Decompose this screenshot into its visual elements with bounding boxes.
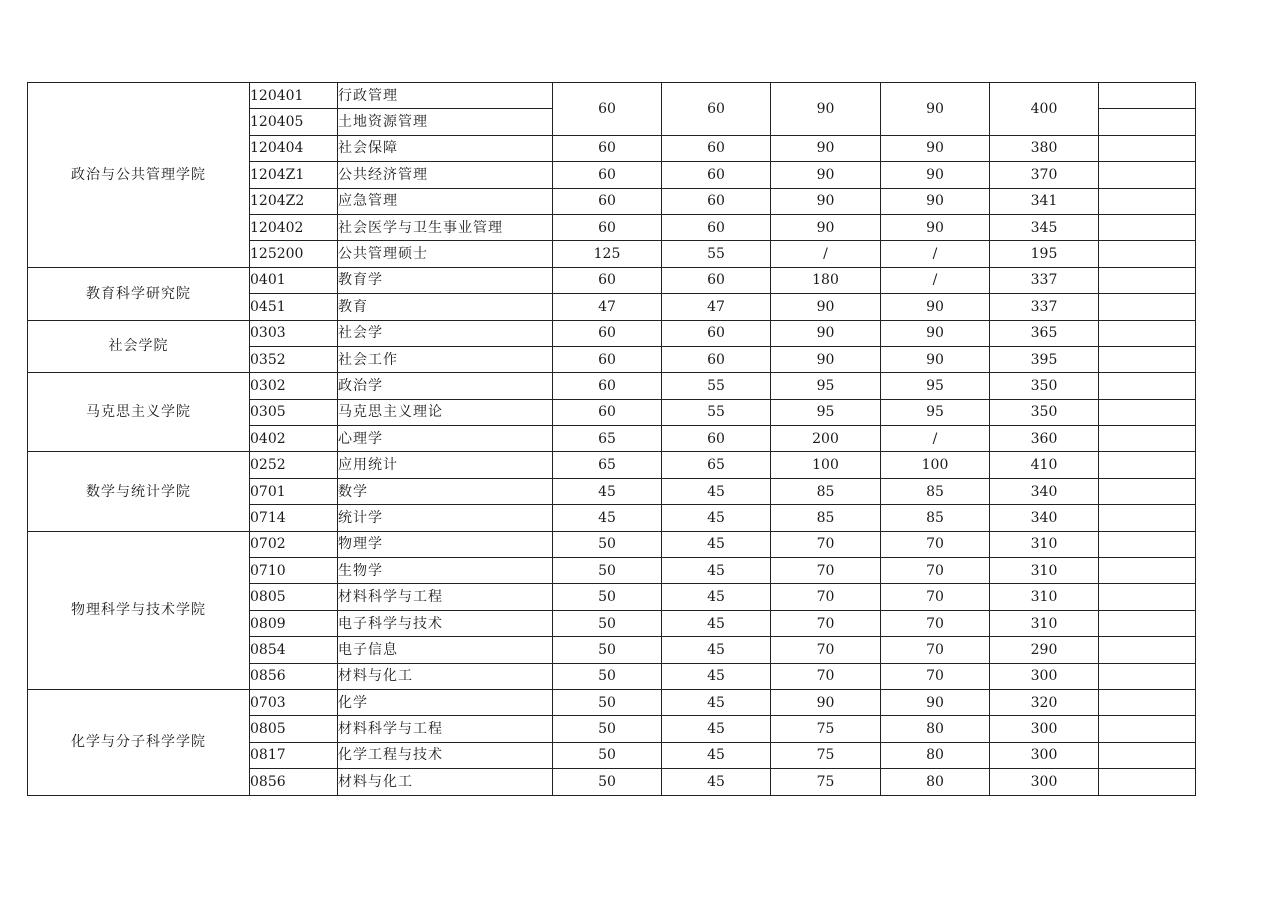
subject-one-score-cell: 70 [771, 610, 881, 636]
politics-score-cell: 50 [553, 663, 662, 689]
foreign-language-score-cell: 45 [662, 742, 771, 768]
subject-one-score-cell: 90 [771, 188, 881, 214]
table-row [28, 267, 1196, 293]
major-name-cell: 政治学 [338, 373, 553, 399]
subject-one-score-cell: 70 [771, 531, 881, 557]
major-code-cell: 0352 [250, 346, 338, 372]
subject-two-score-cell: / [881, 241, 990, 267]
subject-two-score-cell: 90 [881, 83, 990, 136]
foreign-language-score-cell: 45 [662, 610, 771, 636]
subject-two-score-cell: 90 [881, 188, 990, 214]
total-score-cell: 300 [990, 716, 1099, 742]
subject-one-score-cell: 95 [771, 373, 881, 399]
total-score-cell: 370 [990, 162, 1099, 188]
remarks-cell [1099, 531, 1196, 557]
major-name-cell: 教育学 [338, 267, 553, 293]
subject-two-score-cell: 95 [881, 399, 990, 425]
remarks-cell [1099, 241, 1196, 267]
major-code-cell: 1204Z1 [250, 162, 338, 188]
remarks-cell [1099, 689, 1196, 715]
remarks-cell [1099, 584, 1196, 610]
foreign-language-score-cell: 60 [662, 346, 771, 372]
major-code-cell: 0305 [250, 399, 338, 425]
politics-score-cell: 65 [553, 426, 662, 452]
politics-score-cell: 125 [553, 241, 662, 267]
subject-two-score-cell: 70 [881, 637, 990, 663]
politics-score-cell: 50 [553, 637, 662, 663]
subject-two-score-cell: / [881, 267, 990, 293]
subject-one-score-cell: 90 [771, 294, 881, 320]
major-name-cell: 材料与化工 [338, 769, 553, 795]
foreign-language-score-cell: 47 [662, 294, 771, 320]
foreign-language-score-cell: 45 [662, 558, 771, 584]
foreign-language-score-cell: 55 [662, 373, 771, 399]
major-code-cell: 0703 [250, 689, 338, 715]
subject-one-score-cell: 180 [771, 267, 881, 293]
subject-one-score-cell: 90 [771, 162, 881, 188]
major-name-cell: 数学 [338, 478, 553, 504]
subject-two-score-cell: 100 [881, 452, 990, 478]
major-code-cell: 0710 [250, 558, 338, 584]
subject-one-score-cell: 90 [771, 214, 881, 240]
college-name-cell: 社会学院 [28, 320, 250, 373]
foreign-language-score-cell: 60 [662, 162, 771, 188]
major-name-cell: 应用统计 [338, 452, 553, 478]
total-score-cell: 340 [990, 478, 1099, 504]
subject-two-score-cell: 90 [881, 294, 990, 320]
subject-two-score-cell: / [881, 426, 990, 452]
foreign-language-score-cell: 60 [662, 320, 771, 346]
total-score-cell: 195 [990, 241, 1099, 267]
subject-two-score-cell: 85 [881, 478, 990, 504]
major-code-cell: 120401 [250, 83, 338, 109]
table-row [28, 452, 1196, 478]
total-score-cell: 300 [990, 769, 1099, 795]
subject-one-score-cell: 70 [771, 558, 881, 584]
foreign-language-score-cell: 45 [662, 478, 771, 504]
politics-score-cell: 60 [553, 399, 662, 425]
remarks-cell [1099, 452, 1196, 478]
subject-one-score-cell: 75 [771, 716, 881, 742]
major-code-cell: 0303 [250, 320, 338, 346]
major-code-cell: 120402 [250, 214, 338, 240]
table-body [28, 83, 1196, 796]
subject-two-score-cell: 90 [881, 162, 990, 188]
foreign-language-score-cell: 45 [662, 769, 771, 795]
foreign-language-score-cell: 60 [662, 188, 771, 214]
total-score-cell: 395 [990, 346, 1099, 372]
remarks-cell [1099, 610, 1196, 636]
subject-two-score-cell: 85 [881, 505, 990, 531]
major-name-cell: 公共管理硕士 [338, 241, 553, 267]
total-score-cell: 320 [990, 689, 1099, 715]
remarks-cell [1099, 162, 1196, 188]
foreign-language-score-cell: 60 [662, 83, 771, 136]
college-name-cell: 马克思主义学院 [28, 373, 250, 452]
major-name-cell: 化学 [338, 689, 553, 715]
major-name-cell: 社会医学与卫生事业管理 [338, 214, 553, 240]
politics-score-cell: 50 [553, 584, 662, 610]
remarks-cell [1099, 214, 1196, 240]
subject-one-score-cell: 90 [771, 346, 881, 372]
major-name-cell: 社会保障 [338, 135, 553, 161]
total-score-cell: 380 [990, 135, 1099, 161]
foreign-language-score-cell: 60 [662, 267, 771, 293]
politics-score-cell: 45 [553, 478, 662, 504]
total-score-cell: 310 [990, 610, 1099, 636]
major-name-cell: 电子信息 [338, 637, 553, 663]
total-score-cell: 400 [990, 83, 1099, 136]
politics-score-cell: 50 [553, 531, 662, 557]
remarks-cell [1099, 663, 1196, 689]
total-score-cell: 365 [990, 320, 1099, 346]
major-code-cell: 0805 [250, 584, 338, 610]
subject-two-score-cell: 70 [881, 584, 990, 610]
foreign-language-score-cell: 55 [662, 399, 771, 425]
politics-score-cell: 60 [553, 373, 662, 399]
remarks-cell [1099, 135, 1196, 161]
college-name-cell: 数学与统计学院 [28, 452, 250, 531]
major-code-cell: 120404 [250, 135, 338, 161]
college-name-cell: 教育科学研究院 [28, 267, 250, 320]
major-name-cell: 生物学 [338, 558, 553, 584]
major-name-cell: 材料科学与工程 [338, 716, 553, 742]
subject-one-score-cell: 85 [771, 478, 881, 504]
subject-two-score-cell: 90 [881, 346, 990, 372]
foreign-language-score-cell: 55 [662, 241, 771, 267]
major-code-cell: 120405 [250, 109, 338, 135]
remarks-cell [1099, 716, 1196, 742]
major-code-cell: 0714 [250, 505, 338, 531]
remarks-cell [1099, 109, 1196, 135]
remarks-cell [1099, 188, 1196, 214]
remarks-cell [1099, 478, 1196, 504]
subject-one-score-cell: 90 [771, 135, 881, 161]
politics-score-cell: 50 [553, 558, 662, 584]
total-score-cell: 310 [990, 558, 1099, 584]
major-code-cell: 0856 [250, 663, 338, 689]
major-code-cell: 0805 [250, 716, 338, 742]
subject-two-score-cell: 90 [881, 135, 990, 161]
subject-one-score-cell: 70 [771, 637, 881, 663]
major-code-cell: 0854 [250, 637, 338, 663]
subject-one-score-cell: 200 [771, 426, 881, 452]
remarks-cell [1099, 558, 1196, 584]
politics-score-cell: 60 [553, 83, 662, 136]
subject-two-score-cell: 95 [881, 373, 990, 399]
major-code-cell: 0701 [250, 478, 338, 504]
remarks-cell [1099, 769, 1196, 795]
table-row [28, 373, 1196, 399]
politics-score-cell: 45 [553, 505, 662, 531]
table-row [28, 531, 1196, 557]
major-name-cell: 公共经济管理 [338, 162, 553, 188]
remarks-cell [1099, 742, 1196, 768]
total-score-cell: 337 [990, 294, 1099, 320]
remarks-cell [1099, 426, 1196, 452]
subject-one-score-cell: 90 [771, 689, 881, 715]
politics-score-cell: 50 [553, 689, 662, 715]
major-code-cell: 0817 [250, 742, 338, 768]
foreign-language-score-cell: 45 [662, 505, 771, 531]
major-name-cell: 统计学 [338, 505, 553, 531]
major-code-cell: 0702 [250, 531, 338, 557]
subject-two-score-cell: 90 [881, 214, 990, 240]
major-name-cell: 行政管理 [338, 83, 553, 109]
table-row [28, 83, 1196, 109]
table-row [28, 320, 1196, 346]
subject-two-score-cell: 80 [881, 716, 990, 742]
total-score-cell: 340 [990, 505, 1099, 531]
politics-score-cell: 50 [553, 742, 662, 768]
major-code-cell: 0809 [250, 610, 338, 636]
college-name-cell: 物理科学与技术学院 [28, 531, 250, 689]
remarks-cell [1099, 294, 1196, 320]
table-row [28, 689, 1196, 715]
politics-score-cell: 50 [553, 610, 662, 636]
subject-one-score-cell: 90 [771, 320, 881, 346]
subject-one-score-cell: 75 [771, 742, 881, 768]
subject-two-score-cell: 80 [881, 769, 990, 795]
politics-score-cell: 60 [553, 135, 662, 161]
subject-one-score-cell: 85 [771, 505, 881, 531]
subject-two-score-cell: 70 [881, 663, 990, 689]
total-score-cell: 350 [990, 399, 1099, 425]
foreign-language-score-cell: 65 [662, 452, 771, 478]
foreign-language-score-cell: 60 [662, 214, 771, 240]
college-name-cell: 化学与分子科学学院 [28, 689, 250, 795]
major-name-cell: 马克思主义理论 [338, 399, 553, 425]
major-code-cell: 125200 [250, 241, 338, 267]
major-code-cell: 0302 [250, 373, 338, 399]
politics-score-cell: 47 [553, 294, 662, 320]
college-name-cell: 政治与公共管理学院 [28, 83, 250, 268]
foreign-language-score-cell: 45 [662, 584, 771, 610]
major-name-cell: 心理学 [338, 426, 553, 452]
total-score-cell: 290 [990, 637, 1099, 663]
total-score-cell: 300 [990, 742, 1099, 768]
major-name-cell: 社会工作 [338, 346, 553, 372]
major-code-cell: 0252 [250, 452, 338, 478]
subject-two-score-cell: 70 [881, 610, 990, 636]
total-score-cell: 341 [990, 188, 1099, 214]
remarks-cell [1099, 267, 1196, 293]
foreign-language-score-cell: 45 [662, 637, 771, 663]
total-score-cell: 337 [990, 267, 1099, 293]
major-name-cell: 社会学 [338, 320, 553, 346]
major-name-cell: 土地资源管理 [338, 109, 553, 135]
subject-one-score-cell: 100 [771, 452, 881, 478]
politics-score-cell: 60 [553, 162, 662, 188]
politics-score-cell: 60 [553, 188, 662, 214]
major-name-cell: 电子科学与技术 [338, 610, 553, 636]
subject-two-score-cell: 80 [881, 742, 990, 768]
subject-one-score-cell: 75 [771, 769, 881, 795]
foreign-language-score-cell: 60 [662, 426, 771, 452]
politics-score-cell: 60 [553, 346, 662, 372]
total-score-cell: 410 [990, 452, 1099, 478]
score-table [27, 82, 1196, 796]
politics-score-cell: 65 [553, 452, 662, 478]
major-name-cell: 应急管理 [338, 188, 553, 214]
subject-one-score-cell: / [771, 241, 881, 267]
major-name-cell: 化学工程与技术 [338, 742, 553, 768]
subject-two-score-cell: 70 [881, 531, 990, 557]
foreign-language-score-cell: 45 [662, 689, 771, 715]
major-code-cell: 0856 [250, 769, 338, 795]
politics-score-cell: 60 [553, 214, 662, 240]
subject-two-score-cell: 90 [881, 689, 990, 715]
remarks-cell [1099, 373, 1196, 399]
total-score-cell: 310 [990, 531, 1099, 557]
foreign-language-score-cell: 45 [662, 531, 771, 557]
major-code-cell: 0401 [250, 267, 338, 293]
major-code-cell: 1204Z2 [250, 188, 338, 214]
foreign-language-score-cell: 45 [662, 716, 771, 742]
subject-one-score-cell: 90 [771, 83, 881, 136]
major-name-cell: 物理学 [338, 531, 553, 557]
major-name-cell: 教育 [338, 294, 553, 320]
total-score-cell: 300 [990, 663, 1099, 689]
subject-one-score-cell: 70 [771, 663, 881, 689]
major-name-cell: 材料与化工 [338, 663, 553, 689]
total-score-cell: 360 [990, 426, 1099, 452]
total-score-cell: 345 [990, 214, 1099, 240]
subject-two-score-cell: 90 [881, 320, 990, 346]
politics-score-cell: 50 [553, 769, 662, 795]
foreign-language-score-cell: 45 [662, 663, 771, 689]
remarks-cell [1099, 399, 1196, 425]
remarks-cell [1099, 505, 1196, 531]
foreign-language-score-cell: 60 [662, 135, 771, 161]
remarks-cell [1099, 320, 1196, 346]
total-score-cell: 350 [990, 373, 1099, 399]
subject-two-score-cell: 70 [881, 558, 990, 584]
politics-score-cell: 50 [553, 716, 662, 742]
major-name-cell: 材料科学与工程 [338, 584, 553, 610]
remarks-cell [1099, 83, 1196, 109]
total-score-cell: 310 [990, 584, 1099, 610]
politics-score-cell: 60 [553, 267, 662, 293]
subject-one-score-cell: 95 [771, 399, 881, 425]
major-code-cell: 0451 [250, 294, 338, 320]
major-code-cell: 0402 [250, 426, 338, 452]
remarks-cell [1099, 637, 1196, 663]
politics-score-cell: 60 [553, 320, 662, 346]
subject-one-score-cell: 70 [771, 584, 881, 610]
remarks-cell [1099, 346, 1196, 372]
